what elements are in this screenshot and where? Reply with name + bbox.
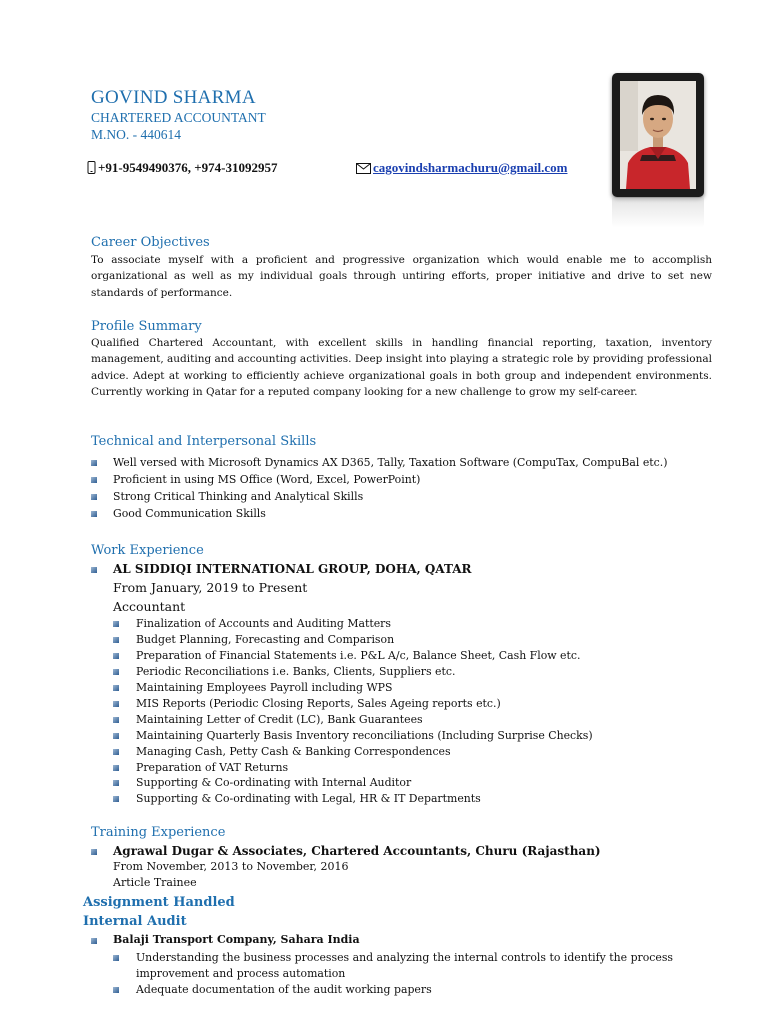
phone-contact [87, 160, 277, 178]
bullet-icon [113, 701, 119, 707]
work-experience-heading: Work Experience [91, 543, 204, 558]
bullet-icon [113, 669, 119, 675]
bullet-icon [113, 685, 119, 691]
bullet-icon [91, 460, 97, 466]
membership-number: M.NO. - 440614 [91, 127, 181, 142]
bullet-icon [113, 637, 119, 643]
career-objectives-heading: Career Objectives [91, 235, 210, 250]
audit-task-item: Adequate documentation of the audit working papers [136, 982, 432, 998]
training-period: From November, 2013 to November, 2016 [113, 860, 349, 873]
bullet-icon [113, 780, 119, 786]
bullet-icon [91, 477, 97, 483]
training-firm: Agrawal Dugar & Associates, Chartered Accountants, Churu (Rajasthan) [113, 844, 601, 858]
profile-summary-text: Qualified Chartered Accountant, with excellent skills in handling financial reporting, taxation, inventory management, auditing and accounting activities. Deep insight into playing a strategic role by providing professional advice. Adept at working to efficiently achieve organizational goals in both group and independent environments. Currently working in Qatar for a reputed company looking for a new challenge to grow my self-career. [91, 337, 712, 398]
bullet-icon [113, 621, 119, 627]
skill-item: Strong Critical Thinking and Analytical Skills [113, 489, 363, 505]
bullet-icon [113, 749, 119, 755]
bullet-icon [91, 567, 97, 573]
duty-item: Maintaining Letter of Credit (LC), Bank Guarantees [136, 712, 423, 728]
work-role: Accountant [113, 599, 186, 614]
profile-photo-frame [612, 73, 704, 197]
internal-audit-heading: Internal Audit [83, 914, 187, 929]
skill-item: Well versed with Microsoft Dynamics AX D365, Tally, Taxation Software (CompuTax, CompuBal etc.) [113, 455, 668, 471]
candidate-title: CHARTERED ACCOUNTANT [91, 110, 266, 125]
duty-item: Periodic Reconciliations i.e. Banks, Clients, Suppliers etc. [136, 664, 455, 680]
work-company: AL SIDDIQI INTERNATIONAL GROUP, DOHA, QATAR [113, 562, 472, 576]
training-role: Article Trainee [113, 876, 197, 889]
training-heading: Training Experience [91, 825, 226, 840]
profile-photo [620, 81, 696, 189]
resume-header [91, 87, 266, 143]
phone-numbers: +91-9549490376, +974-31092957 [98, 160, 278, 175]
duty-item: Finalization of Accounts and Auditing Matters [136, 616, 391, 632]
duty-item: MIS Reports (Periodic Closing Reports, Sales Ageing reports etc.) [136, 696, 501, 712]
skill-item: Good Communication Skills [113, 506, 266, 522]
bullet-icon [91, 938, 97, 944]
career-objectives-text: To associate myself with a proficient and progressive organization which would enable me to accomplish organizational as well as my individual goals through untiring efforts, proper initiative and drive to set new standards of performance. [91, 254, 712, 299]
audit-client: Balaji Transport Company, Sahara India [113, 933, 360, 946]
bullet-icon [113, 765, 119, 771]
duty-item: Supporting & Co-ordinating with Internal Auditor [136, 775, 411, 791]
envelope-icon [356, 162, 371, 178]
bullet-icon [113, 653, 119, 659]
bullet-icon [113, 987, 119, 993]
bullet-icon [113, 733, 119, 739]
duty-item: Preparation of Financial Statements i.e. P&L A/c, Balance Sheet, Cash Flow etc. [136, 648, 580, 664]
email-contact [356, 160, 567, 178]
bullet-icon [91, 849, 97, 855]
duty-item: Preparation of VAT Returns [136, 760, 288, 776]
phone-icon [87, 161, 96, 178]
email-link[interactable]: cagovindsharmachuru@gmail.com [373, 160, 568, 175]
skills-heading: Technical and Interpersonal Skills [91, 434, 317, 449]
duty-item: Maintaining Employees Payroll including WPS [136, 680, 392, 696]
duty-item: Managing Cash, Petty Cash & Banking Correspondences [136, 744, 451, 760]
assignment-heading: Assignment Handled [83, 895, 235, 910]
candidate-name: GOVIND SHARMA [91, 87, 256, 108]
duty-item: Budget Planning, Forecasting and Comparison [136, 632, 394, 648]
skill-item: Proficient in using MS Office (Word, Excel, PowerPoint) [113, 472, 420, 488]
bullet-icon [113, 717, 119, 723]
work-period: From January, 2019 to Present [113, 580, 308, 595]
photo-reflection [612, 198, 704, 228]
bullet-icon [91, 494, 97, 500]
bullet-icon [113, 796, 119, 802]
duty-item: Supporting & Co-ordinating with Legal, HR & IT Departments [136, 791, 481, 807]
bullet-icon [113, 955, 119, 961]
audit-task-item: Understanding the business processes and analyzing the internal controls to identify the process improvement and process automation [136, 950, 706, 982]
profile-summary-heading: Profile Summary [91, 319, 202, 334]
bullet-icon [91, 511, 97, 517]
duty-item: Maintaining Quarterly Basis Inventory reconciliations (Including Surprise Checks) [136, 728, 593, 744]
